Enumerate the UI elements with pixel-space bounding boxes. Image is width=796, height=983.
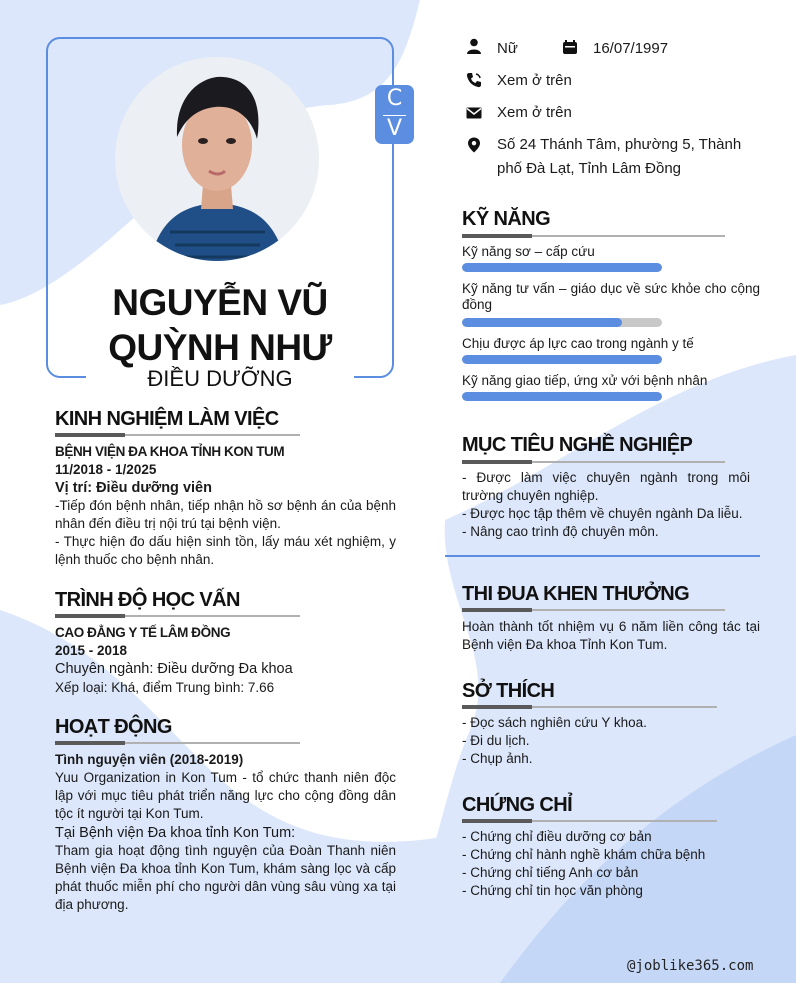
address-line-2: phố Đà Lạt, Tỉnh Lâm Đồng (497, 160, 682, 177)
portrait-illustration (115, 57, 319, 261)
hobby-item: - Đọc sách nghiên cứu Y khoa. (462, 715, 647, 730)
cv-badge-top: C (386, 86, 403, 111)
footer-credit: @joblike365.com (627, 958, 754, 974)
skill-label: Kỹ năng giao tiếp, ứng xử với bệnh nhân (462, 373, 708, 388)
skill-bar (462, 263, 662, 272)
calendar-icon (562, 39, 578, 55)
certificates-title: CHỨNG CHỈ (462, 794, 573, 816)
awards-title: THI ĐUA KHEN THƯỞNG (462, 583, 690, 605)
certificate-item: - Chứng chỉ tin học văn phòng (462, 883, 643, 898)
activity-2-desc: Tham gia hoạt động tình nguyện của Đoàn Thanh niên Bệnh viện Đa khoa tỉnh Kon Tum, khám sàng lọc và cấp phát thuốc miễn phí cho người dân vùng sâu vùng xa tại địa phương. (55, 843, 396, 912)
skills-rule (462, 235, 725, 237)
skill-bar (462, 355, 662, 364)
hobby-item: - Đi du lịch. (462, 733, 530, 748)
profile-photo (115, 57, 319, 261)
person-icon (466, 38, 482, 54)
activities-title: HOẠT ĐỘNG (55, 716, 172, 738)
email-value: Xem ở trên (497, 104, 572, 121)
experience-period: 11/2018 - 1/2025 (55, 462, 157, 477)
awards-rule (462, 609, 725, 611)
education-rule (55, 615, 300, 617)
candidate-name: NGUYỄN VŨ QUỲNH NHƯ (108, 282, 332, 368)
activity-1-desc: Yuu Organization in Kon Tum - tổ chức thanh niên độc lập với mục tiêu phát triển năng lực cho cộng đồng dân tộc ít người tại Kon Tum. (55, 770, 396, 821)
experience-desc-1: -Tiếp đón bệnh nhân, tiếp nhận hồ sơ bệnh án của bệnh nhân đến điều trị nội trú tại bệnh viện. (55, 498, 396, 531)
hobby-item: - Chụp ảnh. (462, 751, 533, 766)
skill-bar-fill (462, 263, 662, 272)
hobbies-rule (462, 706, 717, 708)
skill-bar (462, 318, 662, 327)
skill-bar-fill (462, 318, 622, 327)
activity-1-title: Tình nguyện viên (2018-2019) (55, 752, 244, 767)
objective-line-3: - Nâng cao trình độ chuyên môn. (462, 524, 659, 539)
activity-2-title: Tại Bệnh viện Đa khoa tỉnh Kon Tum: (55, 825, 296, 841)
skill-bar-fill (462, 355, 662, 364)
birthdate-value: 16/07/1997 (593, 40, 669, 57)
location-icon (466, 137, 482, 153)
experience-position: Vị trí: Điều dưỡng viên (55, 480, 212, 496)
certificates-rule (462, 820, 717, 822)
objective-line-1: - Được làm việc chuyên ngành trong môi trường chuyên nghiệp. (462, 470, 750, 503)
experience-company: BỆNH VIỆN ĐA KHOA TỈNH KON TUM (55, 444, 285, 459)
section-divider (445, 555, 760, 557)
activities-rule (55, 742, 300, 744)
objective-line-2: - Được học tập thêm về chuyên ngành Da liễu. (462, 506, 743, 521)
certificate-item: - Chứng chỉ hành nghề khám chữa bệnh (462, 847, 706, 862)
skill-bar-fill (462, 392, 662, 401)
experience-rule (55, 434, 300, 436)
skill-label: Kỹ năng sơ – cấp cứu (462, 244, 595, 259)
phone-icon (466, 72, 482, 88)
education-title: TRÌNH ĐỘ HỌC VẤN (55, 589, 240, 611)
experience-desc-2: - Thực hiện đo dấu hiện sinh tồn, lấy máu xét nghiệm, y lệnh thuốc cho bệnh nhân. (55, 534, 396, 567)
objective-title: MỤC TIÊU NGHỀ NGHIỆP (462, 434, 693, 456)
cv-badge-bottom: V (386, 116, 403, 141)
objective-rule (462, 461, 725, 463)
skill-label: Kỹ năng tư vấn – giáo dục về sức khỏe cho cộng đồng (462, 281, 760, 312)
skill-bar (462, 392, 662, 401)
address-line-1: Số 24 Thánh Tâm, phường 5, Thành (497, 136, 742, 153)
gender-value: Nữ (497, 40, 518, 57)
hobbies-title: SỞ THÍCH (462, 680, 555, 702)
education-major: Chuyên ngành: Điều dưỡng Đa khoa (55, 661, 293, 677)
mail-icon (466, 105, 482, 121)
education-grade: Xếp loại: Khá, điểm Trung bình: 7.66 (55, 680, 275, 695)
candidate-role: ĐIỀU DƯỠNG (147, 366, 293, 391)
education-period: 2015 - 2018 (55, 643, 128, 658)
skills-title: KỸ NĂNG (462, 208, 551, 230)
phone-value: Xem ở trên (497, 72, 572, 89)
awards-text: Hoàn thành tốt nhiệm vụ 6 năm liền công tác tại Bệnh viện Đa khoa Tỉnh Kon Tum. (462, 619, 760, 652)
experience-title: KINH NGHIỆM LÀM VIỆC (55, 408, 279, 430)
certificate-item: - Chứng chỉ điều dưỡng cơ bản (462, 829, 652, 844)
education-school: CAO ĐẲNG Y TẾ LÂM ĐỒNG (55, 625, 231, 640)
cv-badge (375, 85, 414, 144)
certificate-item: - Chứng chỉ tiếng Anh cơ bản (462, 865, 639, 880)
skill-label: Chịu được áp lực cao trong ngành y tế (462, 336, 694, 351)
